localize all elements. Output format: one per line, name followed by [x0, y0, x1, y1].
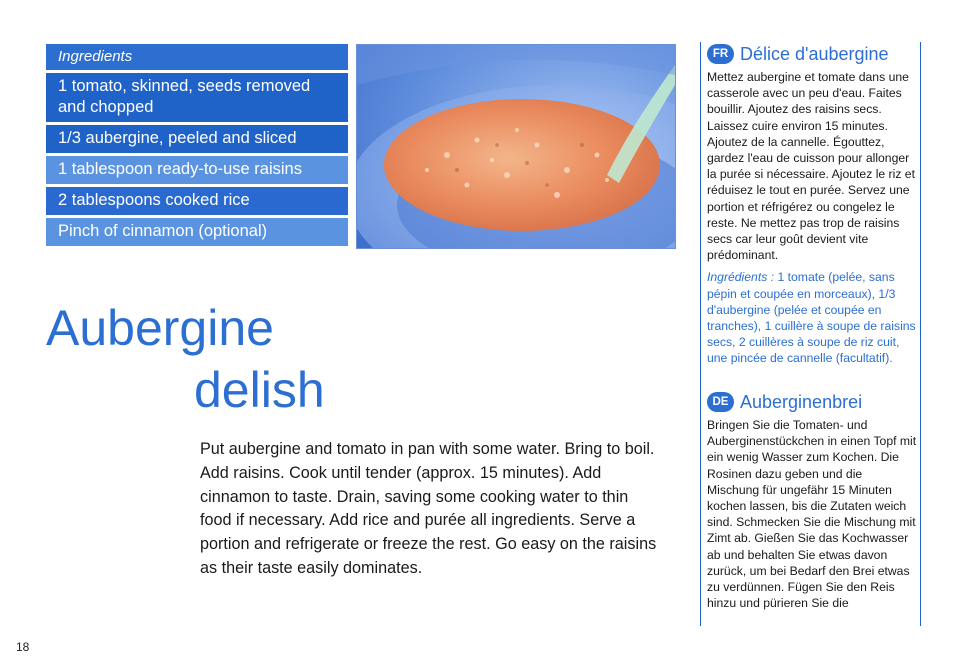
- german-section: [707, 390, 917, 611]
- ingredient-row: Pinch of cinnamon (optional): [46, 218, 348, 246]
- french-ingredients-label: Ingrédients :: [707, 270, 775, 285]
- ingredient-row: 1 tablespoon ready-to-use raisins: [46, 156, 348, 184]
- ingredient-row: 1 tomato, skinned, seeds removed and chopped: [46, 73, 348, 122]
- french-heading-row: [707, 42, 917, 66]
- german-heading: Auberginenbrei: [740, 392, 863, 412]
- recipe-instructions: Put aubergine and tomato in pan with some water. Bring to boil. Add raisins. Cook until tender (approx. 15 minutes). Add cinnamon to taste. Drain, saving some cooking water to thin food if necessary. Add rice and purée all ingredients. Serve a portion and refrigerate or freeze the rest. Go easy on the raisins as their taste easily dominates.: [200, 440, 657, 577]
- column-divider: [700, 42, 701, 626]
- ingredients-header: Ingredients: [46, 44, 348, 70]
- german-language-badge: DE: [707, 392, 734, 412]
- ingredient-row: 1/3 aubergine, peeled and sliced: [46, 125, 348, 153]
- french-heading: Délice d'aubergine: [740, 44, 889, 64]
- french-ingredients-text: 1 tomate (pelée, sans pépin et coupée en morceaux), 1/3 d'aubergine (pelée et coupée en tranches), 1 cuillère à soupe de raisins secs, 2 cuillères à soupe de riz cuit, une pincée de cannelle (facultatif).: [707, 270, 916, 366]
- bowl-illustration: [357, 45, 675, 248]
- ingredient-row: 2 tablespoons cooked rice: [46, 187, 348, 215]
- french-language-badge: FR: [707, 44, 734, 64]
- french-section: [707, 42, 917, 367]
- recipe-title-line2: delish: [194, 362, 325, 418]
- page-number: 18: [16, 640, 30, 654]
- ingredients-table: [46, 44, 348, 249]
- column-divider: [920, 42, 921, 626]
- food-photo: [356, 44, 676, 249]
- french-body: Mettez aubergine et tomate dans une casserole avec un peu d'eau. Faites bouillir. Ajoutez des raisins secs. Laissez cuire environ 15 minutes. Ajoutez de la cannelle. Égouttez, gardez l'eau de cuisson pour allonger la purée si nécessaire. Ajoutez le riz et réduisez le tout en purée. Servez une portion et réfrigérez ou congelez le reste. Ne mettez pas trop de raisins secs car leur goût devient vite prédominant.: [707, 70, 915, 263]
- german-heading-row: [707, 390, 917, 414]
- recipe-title-line1: Aubergine: [46, 300, 274, 356]
- german-body: Bringen Sie die Tomaten- und Auberginenstückchen in einen Topf mit ein wenig Wasser zum Kochen. Die Rosinen dazu geben und die Mischung für ungefähr 15 Minuten kochen lassen, bis die Zutaten weich sind. Schmecken Sie die Mischung mit Zimt ab. Gießen Sie das Kochwasser ab und behalten Sie etwas davon zurück, um bei Bedarf den Brei etwas zu verdünnen. Fügen Sie den Reis hinzu und pürieren Sie die: [707, 418, 917, 611]
- french-ingredients: [707, 269, 917, 366]
